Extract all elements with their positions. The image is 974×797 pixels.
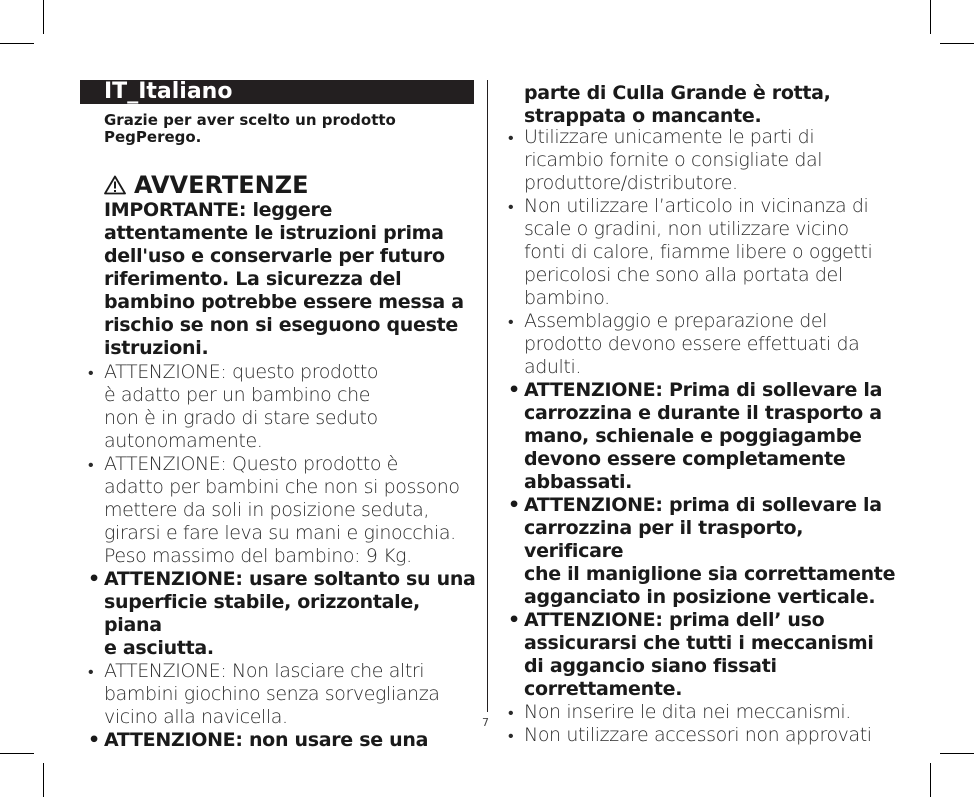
list-item [88, 729, 478, 752]
bullet-icon: • [88, 729, 100, 751]
thanks-text: Grazie per aver scelto un prodotto PegPerego. [104, 111, 396, 146]
list-item [508, 494, 903, 609]
left-column-list [88, 361, 478, 752]
right-column-list [508, 126, 903, 747]
crop-mark-bottom-left-v [43, 763, 44, 797]
bullet-icon: • [508, 494, 520, 516]
list-item [508, 126, 903, 195]
bullet-icon: • [508, 312, 514, 331]
list-item-text: ATTENZIONE: usare soltanto su una superficie stabile, orizzontale, piana e asciutta. [104, 568, 476, 659]
warning-title-text: AVVERTENZE [134, 171, 309, 199]
right-column-continuation: parte di Culla Grande è rotta, strappata o mancante. [524, 82, 831, 127]
list-item-text: Non inserire le dita nei meccanismi. [524, 701, 851, 723]
bullet-icon: • [508, 128, 514, 147]
bullet-icon: • [508, 703, 514, 722]
list-item [88, 361, 478, 453]
important-paragraph: IMPORTANTE: leggere attentamente le istruzioni prima dell'uso e conservarle per futuro riferimento. La sicurezza del bambino potrebbe essere messa a rischio se non si eseguono queste istruzioni. [104, 199, 464, 359]
list-item-text: ATTENZIONE: Prima di sollevare la carrozzina e durante il trasporto a mano, schienale e poggiagambe devono essere completamente abbassati. [524, 379, 883, 493]
list-item [508, 609, 903, 701]
bullet-icon: • [88, 455, 94, 474]
list-item-text: Utilizzare unicamente le parti di ricambio fornite o consigliate dal produttore/distributore. [524, 126, 823, 194]
list-item-text: ATTENZIONE: prima dell’ uso assicurarsi che tutti i meccanismi di aggancio siano fissati correttamente. [524, 609, 874, 700]
bullet-icon: • [508, 609, 520, 631]
crop-mark-bottom-left-h [0, 753, 34, 754]
crop-mark-top-left-h [0, 43, 34, 44]
crop-mark-top-right-h [940, 43, 974, 44]
list-item-text: ATTENZIONE: questo prodotto è adatto per un bambino che non è in grado di stare seduto autonomamente. [104, 361, 379, 452]
list-item-text: ATTENZIONE: prima di sollevare la carrozzina per il trasporto, verificare che il maniglione sia correttamente agganciato in posizione verticale. [524, 494, 896, 608]
column-divider [487, 80, 488, 712]
warning-heading [104, 171, 309, 199]
bullet-icon: • [88, 568, 100, 590]
bullet-icon: • [508, 726, 514, 745]
crop-mark-bottom-right-h [940, 753, 974, 754]
list-item-text: Assemblaggio e preparazione del prodotto devono essere effettuati da adulti. [524, 310, 860, 378]
list-item [508, 195, 903, 310]
list-item [508, 310, 903, 379]
list-item [88, 568, 478, 660]
crop-mark-top-left-v [43, 0, 44, 34]
page-number: 7 [482, 716, 489, 729]
list-item-text: ATTENZIONE: non usare se una [104, 729, 429, 751]
section-header: IT_Italiano [80, 80, 474, 104]
bullet-icon: • [88, 662, 94, 681]
list-item [508, 701, 903, 724]
list-item [508, 379, 903, 494]
list-item-text: Non utilizzare accessori non approvati [524, 724, 872, 746]
list-item-text: ATTENZIONE: Non lasciare che altri bambini giochino senza sorveglianza vicino alla navicella. [104, 660, 440, 728]
warning-triangle-icon [104, 175, 126, 195]
list-item [88, 453, 478, 568]
list-item [88, 660, 478, 729]
crop-mark-bottom-right-v [930, 763, 931, 797]
crop-mark-top-right-v [930, 0, 931, 34]
list-item-text: Non utilizzare l’articolo in vicinanza di scale o gradini, non utilizzare vicino fonti di calore, fiamme libere o oggetti pericolosi che sono alla portata del bambino. [524, 195, 873, 309]
list-item-text: ATTENZIONE: Questo prodotto è adatto per bambini che non si possono mettere da soli in posizione seduta, girarsi e fare leva su mani e ginocchia. Peso massimo del bambino: 9 Kg. [104, 453, 460, 567]
list-item [508, 724, 903, 747]
bullet-icon: • [508, 379, 520, 401]
bullet-icon: • [508, 197, 514, 216]
bullet-icon: • [88, 363, 94, 382]
